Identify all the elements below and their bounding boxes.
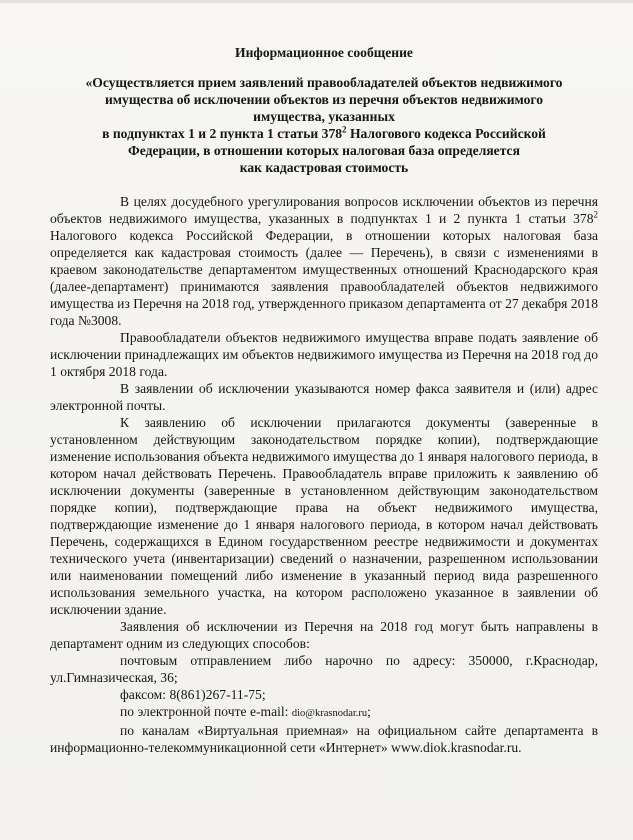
scan-edge (0, 0, 633, 3)
submission-method (50, 703, 598, 722)
submission-method: факсом: 8(861)267-11-75; (120, 687, 266, 702)
submission-method: по каналам «Виртуальная приемная» на официальном сайте департамента в информационно-телекоммуникационной сети «Интернет» www.diok.krasnodar.ru. (50, 723, 598, 755)
paragraph-text: Налогового кодекса Российской Федерации, в отношении которых налоговая база определяется как кадастровая стоимость (далее — Перечень), в связи с изменениями в краевом законодательстве департаментом имущественных отношений Краснодарского края (далее-департамент) принимаются заявления правообладателей объектов недвижимого имущества из Перечня на 2018 год, утвержденного приказом департамента от 27 декабря 2018 года №3008. (50, 228, 598, 328)
paragraph: В заявлении об исключении указываются номер факса заявителя и (или) адрес электронной почты. (50, 381, 598, 413)
paragraph-text: В целях досудебного урегулирования вопросов исключении объектов из перечня объектов недвижимого имущества, указанных в подпунктах 1 и 2 пункта 1 статьи 378 (50, 194, 598, 226)
subtitle-line: имущества об исключении объектов из перечня объектов недвижимого (104, 92, 544, 107)
superscript: 2 (593, 209, 598, 220)
paragraph: Правообладатели объектов недвижимого имущества вправе подать заявление об исключении принадлежащих им объектов недвижимого имущества из Перечня на 2018 год до 1 октября 2018 года. (50, 330, 598, 379)
subtitle-text: Налогового кодекса Российской (346, 126, 546, 141)
document-content (50, 44, 598, 756)
subtitle-text: в подпунктах 1 и 2 пункта 1 статьи 378 (102, 126, 343, 141)
superscript: 2 (342, 124, 347, 135)
document-title: Информационное сообщение (235, 45, 413, 60)
punctuation: ; (367, 704, 371, 719)
document-body (50, 193, 598, 756)
paragraph (50, 193, 598, 329)
subtitle-line: «Осуществляется прием заявлений правообладателей объектов недвижимого (85, 75, 563, 90)
email-address: dio@krasnodar.ru (291, 708, 368, 719)
subtitle-line: Федерации, в отношении которых налоговая база определяется (128, 143, 520, 158)
subtitle-line: как кадастровая стоимость (239, 160, 409, 175)
email-label: по электронной почте e-mail: (120, 704, 292, 719)
submission-method: почтовым отправлением либо нарочно по адресу: 350000, г.Краснодар, ул.Гимназическая, 36; (50, 653, 598, 685)
subtitle-line (50, 125, 598, 142)
paragraph: К заявлению об исключении прилагаются документы (заверенные в установленном действующим законодательством порядке копии), подтверждающие изменение использования объекта недвижимого имущества до 1 января налогового периода, в котором начал действовать Перечень. Правообладатель вправе приложить к заявлению об исключении документы (заверенные в установленном действующим законодательством порядке копии), подтверждающие права на объект недвижимого имущества, подтверждающие изменение до 1 января налогового периода, в котором начал действовать Перечень, содержащихся в Едином государственном реестре недвижимости и документах технического учета (инвентаризации) сведений о назначении, разрешенном использовании или наименовании помещений либо изменение в указанный период вида разрешенного использования земельного участка, на котором расположено указанное в заявлении об исключении здание. (50, 415, 598, 617)
paragraph: Заявления об исключении из Перечня на 2018 год могут быть направлены в департамент одним из следующих способов: (50, 619, 598, 651)
document-header (50, 44, 598, 176)
subtitle-line: имущества, указанных (253, 109, 395, 124)
